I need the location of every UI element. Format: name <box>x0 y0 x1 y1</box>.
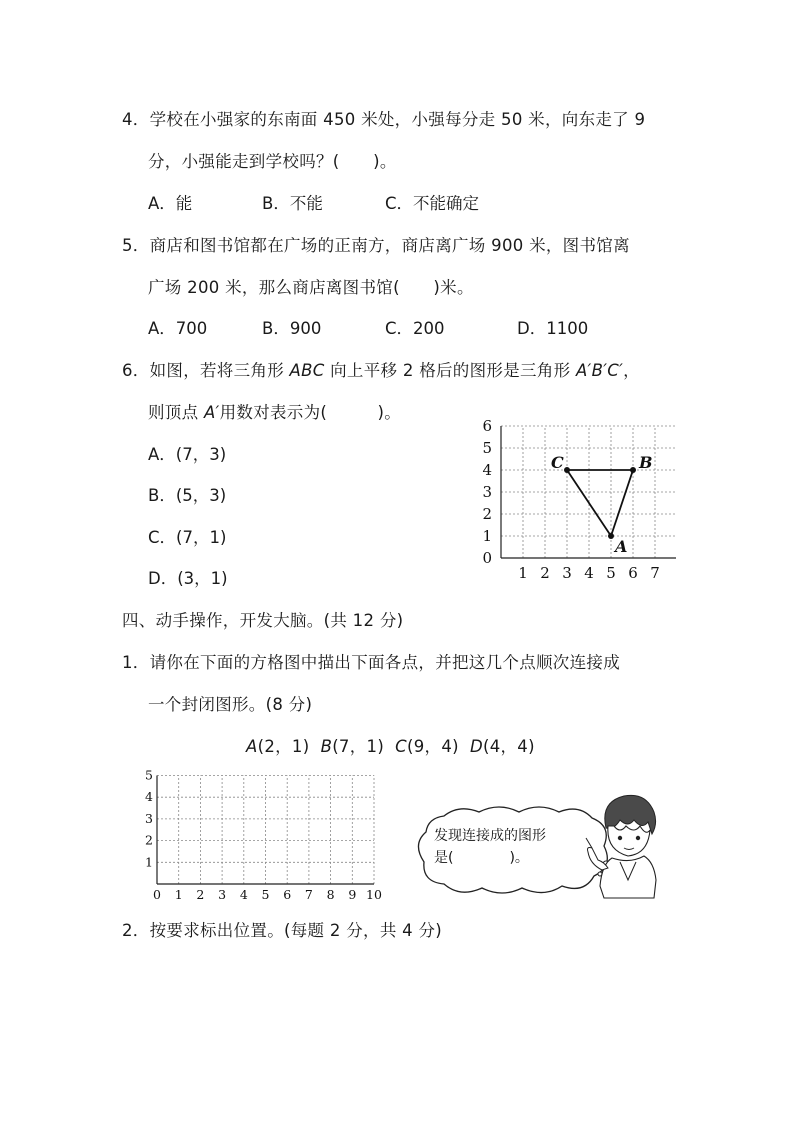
q6-option-a: A．(7，3) <box>148 445 227 464</box>
q1-x-tick: 2 <box>196 887 205 901</box>
q5-text-line1: 5．商店和图书馆都在广场的正南方，商店离广场 900 米，图书馆离 <box>122 236 630 255</box>
q1-points-list <box>246 733 535 757</box>
q4-option-a: A．能 <box>148 194 193 213</box>
q6-y-tick: 1 <box>482 527 492 545</box>
q6-text-1a: 6．如图，若将三角形 <box>122 361 290 380</box>
q6-y-tick: 6 <box>482 418 492 435</box>
bubble-text-line1: 发现连接成的图形 <box>434 828 546 844</box>
q6-option-c: C．(7，1) <box>148 528 227 547</box>
q6-text-2a: 则顶点 <box>148 403 204 422</box>
q6-y-tick: 5 <box>482 439 492 457</box>
q5-option-a: A．700 <box>148 319 208 338</box>
q1-text-line1: 1．请你在下面的方格图中描出下面各点，并把这几个点顺次连接成 <box>122 653 620 672</box>
q6-text-1e: ， <box>623 361 640 380</box>
q4-text-line2: 分，小强能走到学校吗？( )。 <box>148 152 397 171</box>
q1-x-tick: 6 <box>283 887 292 901</box>
q1-y-tick: 4 <box>145 789 153 805</box>
q1-point-d-name: D <box>469 737 483 756</box>
q1-y-tick: 2 <box>145 832 153 848</box>
q1-x-tick: 4 <box>239 887 248 901</box>
q6-text-2b: A′ <box>203 403 220 422</box>
q6-vertex-label: C <box>551 453 564 472</box>
q6-x-tick: 4 <box>584 564 594 582</box>
q1-text-line2: 一个封闭图形。(8 分) <box>148 695 313 714</box>
boy-illustration <box>584 790 674 900</box>
q6-vertex-a <box>608 533 614 539</box>
q5-option-c: C．200 <box>385 319 445 338</box>
q1-point-b-name: B <box>320 737 333 756</box>
q1-point-c-coords: (9，4) <box>406 737 459 756</box>
q6-option-b: B．(5，3) <box>148 486 227 505</box>
q1-point-d-coords: (4，4) <box>482 737 535 756</box>
q6-text-1d: A′B′C′ <box>575 361 624 380</box>
q6-y-tick: 3 <box>482 483 492 501</box>
q6-text-line2 <box>148 399 401 423</box>
q1-x-tick: 8 <box>326 887 335 901</box>
q4-option-b: B．不能 <box>262 194 323 213</box>
q1-x-tick: 3 <box>218 887 227 901</box>
q1-y-tick: 3 <box>145 810 153 826</box>
q6-vertex-label: A <box>615 537 628 556</box>
q6-text-line1 <box>122 357 640 381</box>
q4-text-line1: 4．学校在小强家的东南面 450 米处，小强每分走 50 米，向东走了 9 <box>122 110 646 129</box>
q1-point-b-coords: (7，1) <box>332 737 385 756</box>
q1-coordinate-grid <box>142 766 392 901</box>
q1-x-tick: 9 <box>348 887 357 901</box>
q6-y-tick: 0 <box>482 549 492 567</box>
q1-x-tick: 10 <box>366 887 382 901</box>
q1-x-tick: 7 <box>304 887 313 901</box>
section4-heading: 四、动手操作，开发大脑。(共 12 分) <box>122 611 404 630</box>
q4-option-c: C．不能确定 <box>385 194 480 213</box>
q6-x-tick: 7 <box>650 564 660 582</box>
q6-x-tick: 2 <box>540 564 550 582</box>
q1-x-tick: 1 <box>174 887 183 901</box>
q6-text-1b: ABC <box>289 361 325 380</box>
q6-x-tick: 1 <box>518 564 528 582</box>
q1-point-a-name: A <box>246 737 258 756</box>
q6-vertex-label: B <box>639 453 653 472</box>
q5-option-b: B．900 <box>262 319 322 338</box>
q1-point-a-coords: (2，1) <box>257 737 310 756</box>
q1-y-tick: 1 <box>145 854 153 870</box>
q5-text-line2: 广场 200 米，那么商店离图书馆( )米。 <box>148 278 474 297</box>
bubble-text-line2: 是( )。 <box>434 850 529 866</box>
q6-triangle-abc <box>567 470 633 536</box>
q6-x-tick: 3 <box>562 564 572 582</box>
q6-x-tick: 5 <box>606 564 616 582</box>
q1-y-tick: 5 <box>145 767 153 783</box>
q6-text-2c: 用数对表示为( )。 <box>219 403 402 422</box>
q1-x-tick: 0 <box>153 887 161 901</box>
q1-x-tick: 5 <box>261 887 270 901</box>
q6-x-tick: 6 <box>628 564 638 582</box>
q5-option-d: D．1100 <box>517 319 589 338</box>
q6-vertex-c <box>564 467 570 473</box>
q2-text-line1: 2．按要求标出位置。(每题 2 分，共 4 分) <box>122 921 443 940</box>
q1-point-c-name: C <box>395 737 407 756</box>
q6-option-d: D．(3，1) <box>148 569 228 588</box>
q6-text-1c: 向上平移 2 格后的图形是三角形 <box>324 361 576 380</box>
q6-coordinate-grid <box>476 418 676 583</box>
q6-y-tick: 2 <box>482 505 492 523</box>
q6-y-tick: 4 <box>482 461 492 479</box>
q6-vertex-b <box>630 467 636 473</box>
